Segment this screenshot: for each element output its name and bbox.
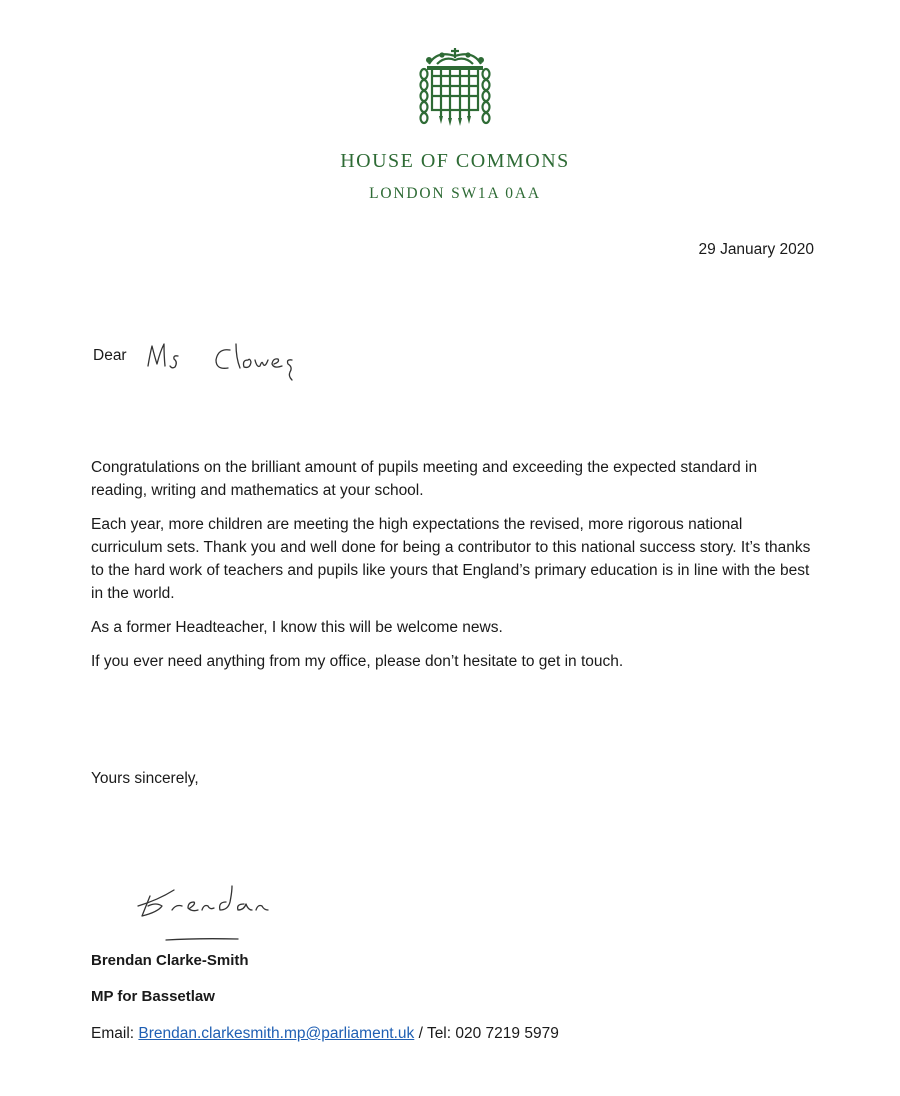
salutation-prefix: Dear — [93, 347, 127, 364]
closing: Yours sincerely, — [91, 770, 199, 787]
email-link[interactable]: Brendan.clarkesmith.mp@parliament.uk — [138, 1025, 415, 1042]
letterhead-address: LONDON SW1A 0AA — [369, 185, 541, 202]
letterhead-organization: HOUSE OF COMMONS — [340, 150, 570, 172]
contact-separator: / — [414, 1025, 427, 1042]
email-label: Email: — [91, 1025, 135, 1042]
signer-title: MP for Bassetlaw — [91, 988, 215, 1005]
signer-name: Brendan Clarke-Smith — [91, 952, 249, 969]
contact-line — [91, 1025, 559, 1043]
portcullis-crest-icon — [415, 44, 495, 130]
letter-body — [91, 456, 811, 684]
handwritten-recipient-name — [140, 336, 315, 386]
body-paragraph: Congratulations on the brilliant amount of pupils meeting and exceeding the expected standard in reading, writing and mathematics at your school. — [91, 459, 758, 499]
tel-label: Tel: — [426, 1025, 452, 1042]
letter-date: 29 January 2020 — [698, 241, 814, 258]
body-paragraph: If you ever need anything from my office, please don’t hesitate to get in touch. — [91, 653, 624, 670]
body-paragraph: Each year, more children are meeting the high expectations the revised, more rigorous national curriculum sets. Thank you and well done for being a contributor to this national success story. It’s thanks to the hard work of teachers and pupils like yours that England’s primary education is in line with the best in the world. — [91, 516, 811, 602]
handwritten-signature — [128, 872, 303, 944]
tel-number: 020 7219 5979 — [455, 1025, 559, 1042]
body-paragraph: As a former Headteacher, I know this will be welcome news. — [91, 619, 503, 636]
